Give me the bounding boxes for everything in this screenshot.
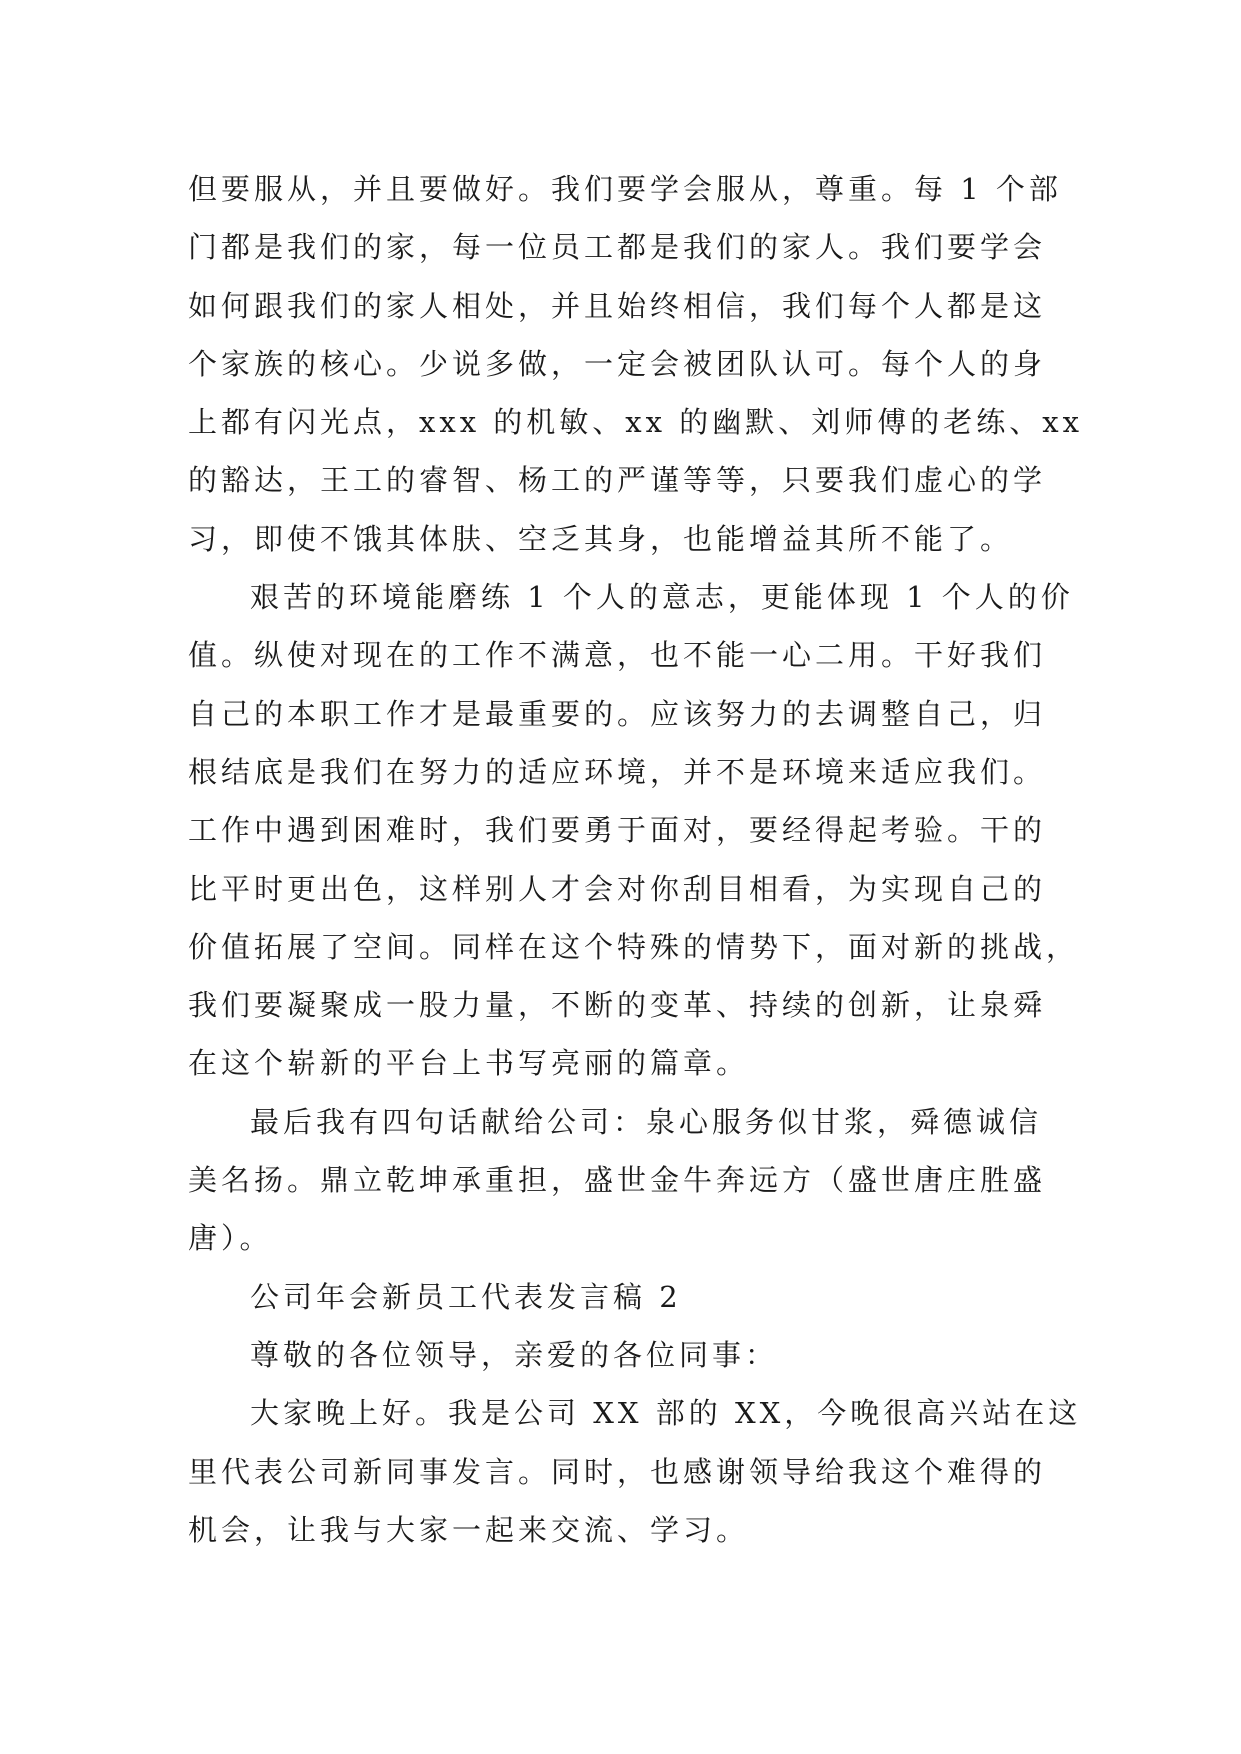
text-line: 如何跟我们的家人相处，并且始终相信，我们每个人都是这 (188, 288, 1047, 323)
text-line: 工作中遇到困难时，我们要勇于面对，要经得起考验。干的 (188, 813, 1047, 848)
salutation: 尊敬的各位领导，亲爱的各位同事： (250, 1337, 779, 1372)
section-heading: 公司年会新员工代表发言稿 2 (250, 1279, 682, 1314)
text-line: 自己的本职工作才是最重要的。应该努力的去调整自己，归 (188, 696, 1047, 731)
text-line: 唐）。 (188, 1221, 273, 1256)
text-line: 但要服从，并且要做好。我们要学会服从，尊重。每 1 个部 (188, 172, 1062, 206)
text-line: 比平时更出色，这样别人才会对你刮目相看，为实现自己的 (188, 871, 1047, 906)
text-line: 我们要凝聚成一股力量，不断的变革、持续的创新，让泉舜 (188, 988, 1047, 1023)
text-line: 根结底是我们在努力的适应环境，并不是环境来适应我们。 (188, 754, 1047, 789)
text-line: 上都有闪光点，xxx 的机敏、xx 的幽默、刘师傅的老练、xx (188, 405, 1083, 440)
paragraph-start-line: 最后我有四句话献给公司：泉心服务似甘浆，舜德诚信 (250, 1104, 1043, 1139)
body-text (188, 160, 1083, 1559)
text-line: 在这个崭新的平台上书写亮丽的篇章。 (188, 1046, 750, 1081)
text-line: 美名扬。鼎立乾坤承重担，盛世金牛奔远方（盛世唐庄胜盛 (188, 1163, 1047, 1198)
text-line: 值。纵使对现在的工作不满意，也不能一心二用。干好我们 (188, 638, 1047, 673)
text-line: 门都是我们的家，每一位员工都是我们的家人。我们要学会 (188, 230, 1047, 265)
text-line: 个家族的核心。少说多做，一定会被团队认可。每个人的身 (188, 346, 1047, 381)
paragraph-start-line: 艰苦的环境能磨练 1 个人的意志，更能体现 1 个人的价 (250, 580, 1074, 615)
text-line: 习，即使不饿其体肤、空乏其身，也能增益其所不能了。 (188, 521, 1014, 556)
text-line: 的豁达，王工的睿智、杨工的严谨等等，只要我们虚心的学 (188, 463, 1047, 498)
text-line: 里代表公司新同事发言。同时，也感谢领导给我这个难得的 (188, 1454, 1047, 1489)
paragraph-start-line: 大家晚上好。我是公司 XX 部的 XX，今晚很高兴站在这 (250, 1396, 1082, 1431)
text-line: 价值拓展了空间。同样在这个特殊的情势下，面对新的挑战， (188, 929, 1080, 964)
text-line: 机会，让我与大家一起来交流、学习。 (188, 1512, 750, 1547)
